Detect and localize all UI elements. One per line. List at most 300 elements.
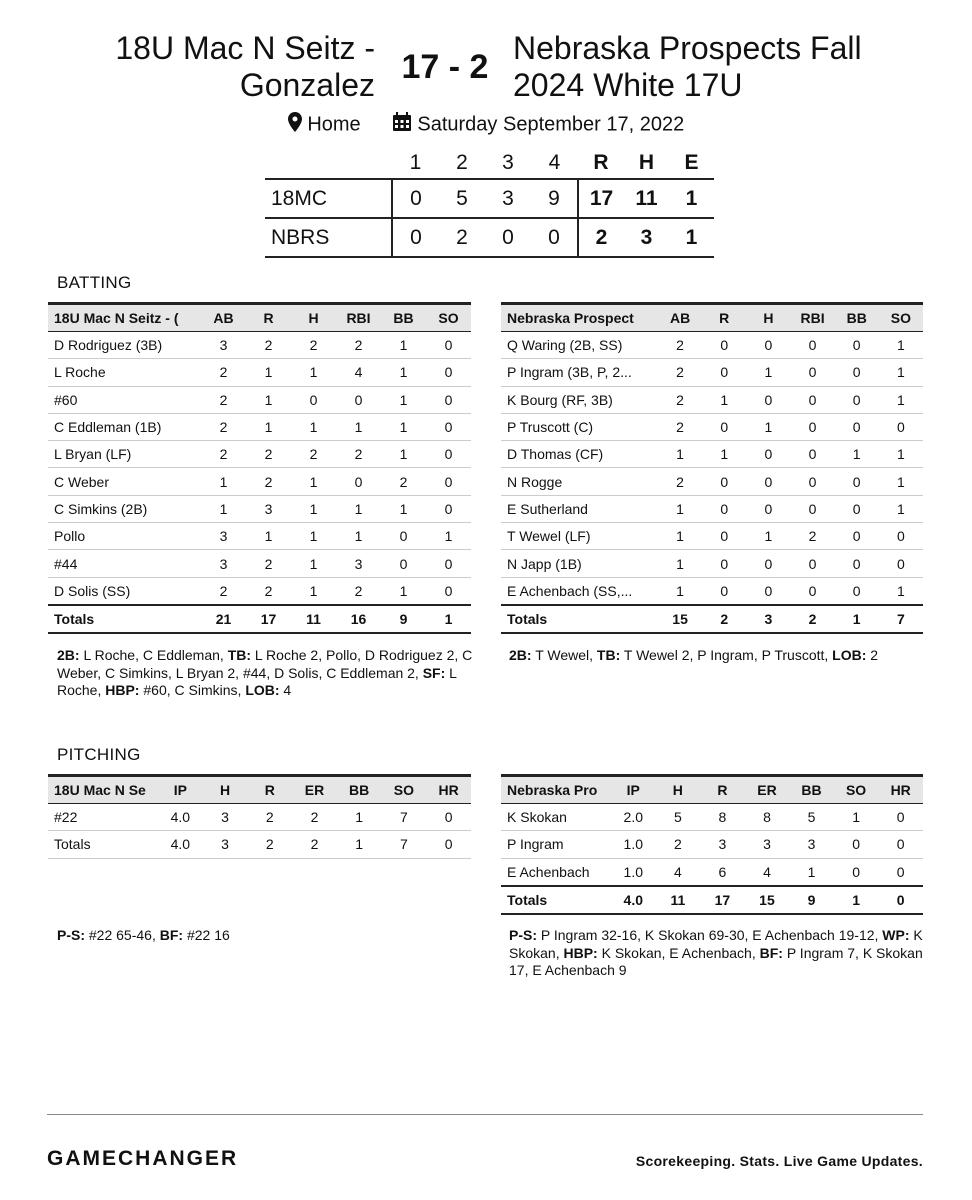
player-name: K Skokan bbox=[501, 804, 611, 831]
note-key: TB: bbox=[596, 647, 621, 663]
stat-cell: 2 bbox=[247, 804, 292, 831]
player-row bbox=[48, 441, 471, 468]
stat-cell: 5 bbox=[656, 804, 701, 831]
column-header: AB bbox=[201, 304, 246, 332]
inning-score: 5 bbox=[439, 179, 485, 218]
stat-cell: 0 bbox=[426, 468, 471, 495]
column-header: HR bbox=[426, 776, 471, 804]
stat-cell: 2 bbox=[201, 386, 246, 413]
stat-cell: 0 bbox=[790, 386, 834, 413]
stat-cell: 1 bbox=[746, 523, 790, 550]
pitching-table-home bbox=[48, 774, 471, 859]
stat-cell: 0 bbox=[702, 577, 746, 605]
stat-cell: 1 bbox=[291, 523, 336, 550]
batting-table-home bbox=[48, 302, 471, 634]
stat-cell: 3 bbox=[201, 523, 246, 550]
stat-cell: 2 bbox=[790, 605, 834, 633]
player-row bbox=[501, 468, 923, 495]
note-key: HBP: bbox=[563, 944, 598, 961]
stat-cell: 2 bbox=[336, 332, 381, 359]
note-value: #60, C Simkins, bbox=[139, 682, 246, 698]
stat-cell: 2 bbox=[658, 413, 702, 440]
footer-tagline: Scorekeeping. Stats. Live Game Updates. bbox=[635, 1153, 923, 1169]
column-header: IP bbox=[611, 776, 656, 804]
hits-total: 11 bbox=[624, 179, 669, 218]
stat-cell: 1 bbox=[834, 804, 879, 831]
team-column-header: 18U Mac N Se bbox=[48, 776, 158, 804]
stat-cell: 1 bbox=[337, 804, 382, 831]
stat-cell: 0 bbox=[835, 468, 879, 495]
stat-cell: 1 bbox=[291, 577, 336, 605]
stat-cell: 1 bbox=[336, 523, 381, 550]
player-row bbox=[48, 468, 471, 495]
home-team-name: 18U Mac N Seitz - Gonzalez bbox=[115, 30, 375, 103]
stat-cell: 0 bbox=[426, 413, 471, 440]
stat-cell: 0 bbox=[702, 359, 746, 386]
player-row bbox=[501, 577, 923, 605]
errors-total: 1 bbox=[669, 218, 714, 257]
runs-total: 2 bbox=[578, 218, 624, 257]
stat-cell: 2 bbox=[790, 523, 834, 550]
stat-cell: 1 bbox=[702, 441, 746, 468]
stat-cell: 1 bbox=[879, 468, 923, 495]
line-team: NBRS bbox=[265, 218, 392, 257]
runs-header: R bbox=[593, 151, 609, 174]
stat-cell: 0 bbox=[746, 386, 790, 413]
batting-section-title: BATTING bbox=[57, 273, 132, 292]
note-value: P Ingram 32-16, K Skokan 69-30, E Achenbach 19-12, bbox=[537, 927, 883, 943]
stat-cell: 1 bbox=[336, 413, 381, 440]
note-key: LOB: bbox=[832, 647, 867, 663]
location-pin-icon bbox=[288, 112, 302, 138]
column-header: H bbox=[291, 304, 336, 332]
stat-cell: 0 bbox=[835, 386, 879, 413]
stat-cell: 1 bbox=[291, 359, 336, 386]
player-name: P Ingram bbox=[501, 831, 611, 858]
player-name: D Rodriguez (3B) bbox=[48, 332, 201, 359]
line-score-row bbox=[265, 218, 714, 257]
stat-cell: 3 bbox=[201, 550, 246, 577]
stat-cell: 2 bbox=[247, 831, 292, 858]
stat-cell: 1 bbox=[658, 495, 702, 522]
hits-total: 3 bbox=[624, 218, 669, 257]
column-header: R bbox=[702, 304, 746, 332]
stat-cell: 1 bbox=[746, 413, 790, 440]
stat-cell: 0 bbox=[336, 386, 381, 413]
location-text: Home bbox=[307, 113, 361, 136]
stat-cell: 0 bbox=[834, 831, 879, 858]
stat-cell: 7 bbox=[382, 831, 427, 858]
pitching-notes-home bbox=[57, 927, 477, 945]
inning-score: 0 bbox=[392, 218, 439, 257]
stat-cell: 0 bbox=[790, 468, 834, 495]
column-header: RBI bbox=[790, 304, 834, 332]
note-value: K Skokan, E Achenbach, bbox=[597, 944, 760, 961]
stat-cell: 0 bbox=[702, 495, 746, 522]
stat-cell: 6 bbox=[700, 858, 745, 886]
stat-cell: 2 bbox=[656, 831, 701, 858]
stat-cell: 7 bbox=[382, 804, 427, 831]
stat-cell: 0 bbox=[746, 550, 790, 577]
player-row bbox=[48, 523, 471, 550]
player-row bbox=[48, 577, 471, 605]
stat-cell: 0 bbox=[702, 332, 746, 359]
stat-cell: 4.0 bbox=[158, 831, 203, 858]
column-header: H bbox=[656, 776, 701, 804]
stat-cell: 0 bbox=[426, 577, 471, 605]
player-name: P Ingram (3B, P, 2... bbox=[501, 359, 658, 386]
note-key: LOB: bbox=[245, 682, 280, 698]
team-column-header: Nebraska Prospect bbox=[501, 304, 658, 332]
stat-cell: 0 bbox=[790, 550, 834, 577]
player-name: L Bryan (LF) bbox=[48, 441, 201, 468]
stat-cell: 0 bbox=[291, 386, 336, 413]
stat-cell: 2 bbox=[201, 413, 246, 440]
stat-cell: 2 bbox=[702, 605, 746, 633]
column-header: R bbox=[246, 304, 291, 332]
player-name: Pollo bbox=[48, 523, 201, 550]
stat-cell: 4 bbox=[745, 858, 790, 886]
stat-cell: 1 bbox=[337, 831, 382, 858]
away-team-name: Nebraska Prospects Fall 2024 White 17U bbox=[513, 30, 862, 103]
stat-cell: 1.0 bbox=[611, 831, 656, 858]
stat-cell: 0 bbox=[702, 550, 746, 577]
inning-score: 0 bbox=[392, 179, 439, 218]
stat-cell: 0 bbox=[835, 332, 879, 359]
batting-notes-away bbox=[509, 647, 919, 665]
stat-cell: 0 bbox=[790, 495, 834, 522]
stat-cell: 11 bbox=[291, 605, 336, 633]
stat-cell: 4.0 bbox=[158, 804, 203, 831]
totals-row bbox=[48, 605, 471, 633]
stat-cell: 2.0 bbox=[611, 804, 656, 831]
stat-cell: 1 bbox=[835, 605, 879, 633]
inning-header: 2 bbox=[456, 151, 468, 174]
stat-cell: 1 bbox=[381, 413, 426, 440]
stat-cell: 1 bbox=[381, 386, 426, 413]
note-key: HBP: bbox=[105, 682, 140, 698]
player-row bbox=[48, 550, 471, 577]
stat-cell: 0 bbox=[426, 359, 471, 386]
stat-cell: 0 bbox=[790, 413, 834, 440]
stat-cell: 0 bbox=[835, 523, 879, 550]
calendar-icon bbox=[392, 112, 412, 138]
stat-cell: 1 bbox=[426, 523, 471, 550]
stat-cell: 1 bbox=[201, 495, 246, 522]
stat-cell: 1 bbox=[291, 495, 336, 522]
stat-cell: 3 bbox=[789, 831, 834, 858]
errors-total: 1 bbox=[669, 179, 714, 218]
stat-cell: 2 bbox=[201, 359, 246, 386]
inning-score: 3 bbox=[485, 179, 531, 218]
stat-cell: 3 bbox=[746, 605, 790, 633]
player-name: E Achenbach bbox=[501, 858, 611, 886]
stat-cell: 17 bbox=[700, 886, 745, 914]
stat-cell: 2 bbox=[292, 831, 337, 858]
stat-cell: 1 bbox=[291, 468, 336, 495]
final-score: 17 - 2 bbox=[401, 48, 489, 86]
inning-score: 9 bbox=[531, 179, 578, 218]
totals-label: Totals bbox=[501, 886, 611, 914]
stat-cell: 1 bbox=[201, 468, 246, 495]
player-row bbox=[501, 831, 923, 858]
note-key: 2B: bbox=[57, 647, 80, 663]
player-name: #44 bbox=[48, 550, 201, 577]
player-name: E Sutherland bbox=[501, 495, 658, 522]
note-key: BF: bbox=[759, 944, 783, 961]
player-row bbox=[501, 413, 923, 440]
stat-cell: 3 bbox=[203, 804, 248, 831]
stat-cell: 9 bbox=[789, 886, 834, 914]
player-name: #60 bbox=[48, 386, 201, 413]
stat-cell: 1 bbox=[658, 550, 702, 577]
pitching-notes-away bbox=[509, 927, 923, 980]
column-header: SO bbox=[382, 776, 427, 804]
column-header: HR bbox=[878, 776, 923, 804]
game-meta bbox=[0, 112, 972, 138]
player-row bbox=[501, 332, 923, 359]
stat-cell: 0 bbox=[746, 332, 790, 359]
stat-cell: 0 bbox=[790, 332, 834, 359]
column-header: ER bbox=[292, 776, 337, 804]
stat-cell: 1 bbox=[246, 386, 291, 413]
note-value: P Ingram 7, K Skokan 17, E Achenbach 9 bbox=[509, 944, 923, 978]
runs-total: 17 bbox=[578, 179, 624, 218]
note-value: L Roche 2, Pollo, D Rodriguez 2, C Weber, C Simkins, L Bryan 2, #44, D Solis, C Eddleman 2, bbox=[57, 647, 473, 681]
stat-cell: 0 bbox=[835, 413, 879, 440]
stat-cell: 0 bbox=[426, 804, 471, 831]
stat-cell: 3 bbox=[203, 831, 248, 858]
stat-cell: 1 bbox=[291, 550, 336, 577]
batting-table-away bbox=[501, 302, 923, 634]
stat-cell: 1 bbox=[381, 441, 426, 468]
stat-cell: 0 bbox=[879, 523, 923, 550]
stat-cell: 15 bbox=[658, 605, 702, 633]
totals-row bbox=[501, 605, 923, 633]
stat-cell: 0 bbox=[835, 359, 879, 386]
pitching-section-title: PITCHING bbox=[57, 745, 141, 764]
player-row bbox=[501, 858, 923, 886]
player-row bbox=[501, 523, 923, 550]
stat-cell: 0 bbox=[426, 332, 471, 359]
stat-cell: 0 bbox=[835, 495, 879, 522]
note-key: 2B: bbox=[509, 647, 532, 663]
stat-cell: 2 bbox=[658, 359, 702, 386]
player-name: D Thomas (CF) bbox=[501, 441, 658, 468]
stat-cell: 0 bbox=[790, 577, 834, 605]
totals-label: Totals bbox=[48, 831, 158, 858]
stat-cell: 1 bbox=[879, 441, 923, 468]
player-name: E Achenbach (SS,... bbox=[501, 577, 658, 605]
stat-cell: 1 bbox=[789, 858, 834, 886]
stat-cell: 1 bbox=[246, 359, 291, 386]
stat-cell: 1 bbox=[336, 495, 381, 522]
stat-cell: 0 bbox=[879, 550, 923, 577]
gamechanger-logo: GAMECHANGER bbox=[47, 1147, 239, 1170]
totals-label: Totals bbox=[501, 605, 658, 633]
stat-cell: 1 bbox=[658, 523, 702, 550]
stat-cell: 0 bbox=[702, 523, 746, 550]
player-name: P Truscott (C) bbox=[501, 413, 658, 440]
column-header: ER bbox=[745, 776, 790, 804]
stat-cell: 0 bbox=[702, 413, 746, 440]
stat-cell: 0 bbox=[878, 858, 923, 886]
column-header: H bbox=[746, 304, 790, 332]
note-value: #22 65-46, bbox=[85, 927, 160, 943]
stat-cell: 3 bbox=[336, 550, 381, 577]
stat-cell: 16 bbox=[336, 605, 381, 633]
stat-cell: 2 bbox=[658, 468, 702, 495]
stat-cell: 1 bbox=[746, 359, 790, 386]
note-value: 4 bbox=[279, 682, 292, 698]
stat-cell: 2 bbox=[246, 332, 291, 359]
player-name: C Eddleman (1B) bbox=[48, 413, 201, 440]
player-row bbox=[48, 413, 471, 440]
note-value: 2 bbox=[866, 647, 879, 663]
stat-cell: 0 bbox=[879, 413, 923, 440]
stat-cell: 1 bbox=[835, 441, 879, 468]
stat-cell: 1 bbox=[381, 495, 426, 522]
stat-cell: 2 bbox=[381, 468, 426, 495]
pitching-table-away bbox=[501, 774, 923, 915]
player-name: K Bourg (RF, 3B) bbox=[501, 386, 658, 413]
player-row bbox=[501, 441, 923, 468]
stat-cell: 2 bbox=[246, 441, 291, 468]
player-name: C Weber bbox=[48, 468, 201, 495]
column-header: BB bbox=[789, 776, 834, 804]
stat-cell: 1 bbox=[879, 332, 923, 359]
stat-cell: 0 bbox=[426, 831, 471, 858]
stat-cell: 1 bbox=[246, 413, 291, 440]
stat-cell: 0 bbox=[878, 886, 923, 914]
stat-cell: 0 bbox=[790, 359, 834, 386]
stat-cell: 1 bbox=[879, 495, 923, 522]
stat-cell: 0 bbox=[426, 550, 471, 577]
player-name: #22 bbox=[48, 804, 158, 831]
column-header: R bbox=[700, 776, 745, 804]
stat-cell: 0 bbox=[878, 804, 923, 831]
stat-cell: 9 bbox=[381, 605, 426, 633]
stat-cell: 3 bbox=[246, 495, 291, 522]
note-value: L Roche, C Eddleman, bbox=[79, 647, 228, 663]
player-name: D Solis (SS) bbox=[48, 577, 201, 605]
column-header: BB bbox=[337, 776, 382, 804]
player-row bbox=[501, 386, 923, 413]
player-row bbox=[501, 550, 923, 577]
stat-cell: 2 bbox=[658, 332, 702, 359]
hits-header: H bbox=[638, 151, 655, 174]
stat-cell: 1 bbox=[246, 523, 291, 550]
date-text: Saturday September 17, 2022 bbox=[417, 113, 685, 136]
column-header: SO bbox=[834, 776, 879, 804]
column-header: AB bbox=[658, 304, 702, 332]
player-name: L Roche bbox=[48, 359, 201, 386]
player-row bbox=[501, 804, 923, 831]
stat-cell: 2 bbox=[658, 386, 702, 413]
column-header: SO bbox=[879, 304, 923, 332]
inning-header: 3 bbox=[502, 151, 514, 174]
stat-cell: 3 bbox=[201, 332, 246, 359]
inning-header: 1 bbox=[409, 151, 422, 174]
stat-cell: 0 bbox=[426, 495, 471, 522]
stat-cell: 8 bbox=[745, 804, 790, 831]
stat-cell: 7 bbox=[879, 605, 923, 633]
stat-cell: 0 bbox=[426, 386, 471, 413]
stat-cell: 1 bbox=[381, 577, 426, 605]
column-header: IP bbox=[158, 776, 203, 804]
footer-divider bbox=[47, 1114, 923, 1115]
stat-cell: 0 bbox=[702, 468, 746, 495]
player-name: T Wewel (LF) bbox=[501, 523, 658, 550]
stat-cell: 2 bbox=[292, 804, 337, 831]
stat-cell: 0 bbox=[835, 577, 879, 605]
inning-score: 2 bbox=[439, 218, 485, 257]
stat-cell: 21 bbox=[201, 605, 246, 633]
stat-cell: 8 bbox=[700, 804, 745, 831]
stat-cell: 5 bbox=[789, 804, 834, 831]
stat-cell: 1 bbox=[702, 386, 746, 413]
stat-cell: 0 bbox=[381, 550, 426, 577]
note-value: L Roche, bbox=[57, 664, 457, 698]
player-row bbox=[48, 804, 471, 831]
player-name: N Rogge bbox=[501, 468, 658, 495]
note-key: WP: bbox=[882, 927, 910, 943]
stat-cell: 3 bbox=[745, 831, 790, 858]
player-row bbox=[48, 386, 471, 413]
note-value: T Wewel, bbox=[531, 647, 597, 663]
player-name: C Simkins (2B) bbox=[48, 495, 201, 522]
stat-cell: 1 bbox=[291, 413, 336, 440]
stat-cell: 11 bbox=[656, 886, 701, 914]
stat-cell: 4 bbox=[656, 858, 701, 886]
inning-score: 0 bbox=[531, 218, 578, 257]
player-name: N Japp (1B) bbox=[501, 550, 658, 577]
player-name: Q Waring (2B, SS) bbox=[501, 332, 658, 359]
note-value: K Skokan, bbox=[509, 927, 923, 961]
note-key: P-S: bbox=[57, 927, 85, 943]
team-column-header: Nebraska Pro bbox=[501, 776, 611, 804]
column-header: SO bbox=[426, 304, 471, 332]
stat-cell: 3 bbox=[700, 831, 745, 858]
stat-cell: 0 bbox=[878, 831, 923, 858]
stat-cell: 0 bbox=[790, 441, 834, 468]
stat-cell: 1 bbox=[381, 359, 426, 386]
stat-cell: 1 bbox=[658, 441, 702, 468]
stat-cell: 0 bbox=[835, 550, 879, 577]
stat-cell: 1 bbox=[879, 577, 923, 605]
player-row bbox=[48, 495, 471, 522]
line-score-row bbox=[265, 179, 714, 218]
inning-header: 4 bbox=[548, 151, 561, 174]
stat-cell: 0 bbox=[426, 441, 471, 468]
line-score bbox=[265, 148, 714, 258]
inning-score: 0 bbox=[485, 218, 531, 257]
note-key: SF: bbox=[422, 664, 446, 681]
stat-cell: 1 bbox=[879, 386, 923, 413]
stat-cell: 1 bbox=[834, 886, 879, 914]
column-header: BB bbox=[835, 304, 879, 332]
stat-cell: 0 bbox=[746, 441, 790, 468]
team-column-header: 18U Mac N Seitz - ( bbox=[48, 304, 201, 332]
stat-cell: 1.0 bbox=[611, 858, 656, 886]
stat-cell: 1 bbox=[658, 577, 702, 605]
stat-cell: 0 bbox=[746, 495, 790, 522]
column-header: RBI bbox=[336, 304, 381, 332]
batting-notes-home bbox=[57, 647, 477, 700]
stat-cell: 2 bbox=[336, 441, 381, 468]
player-row bbox=[501, 495, 923, 522]
column-header: BB bbox=[381, 304, 426, 332]
